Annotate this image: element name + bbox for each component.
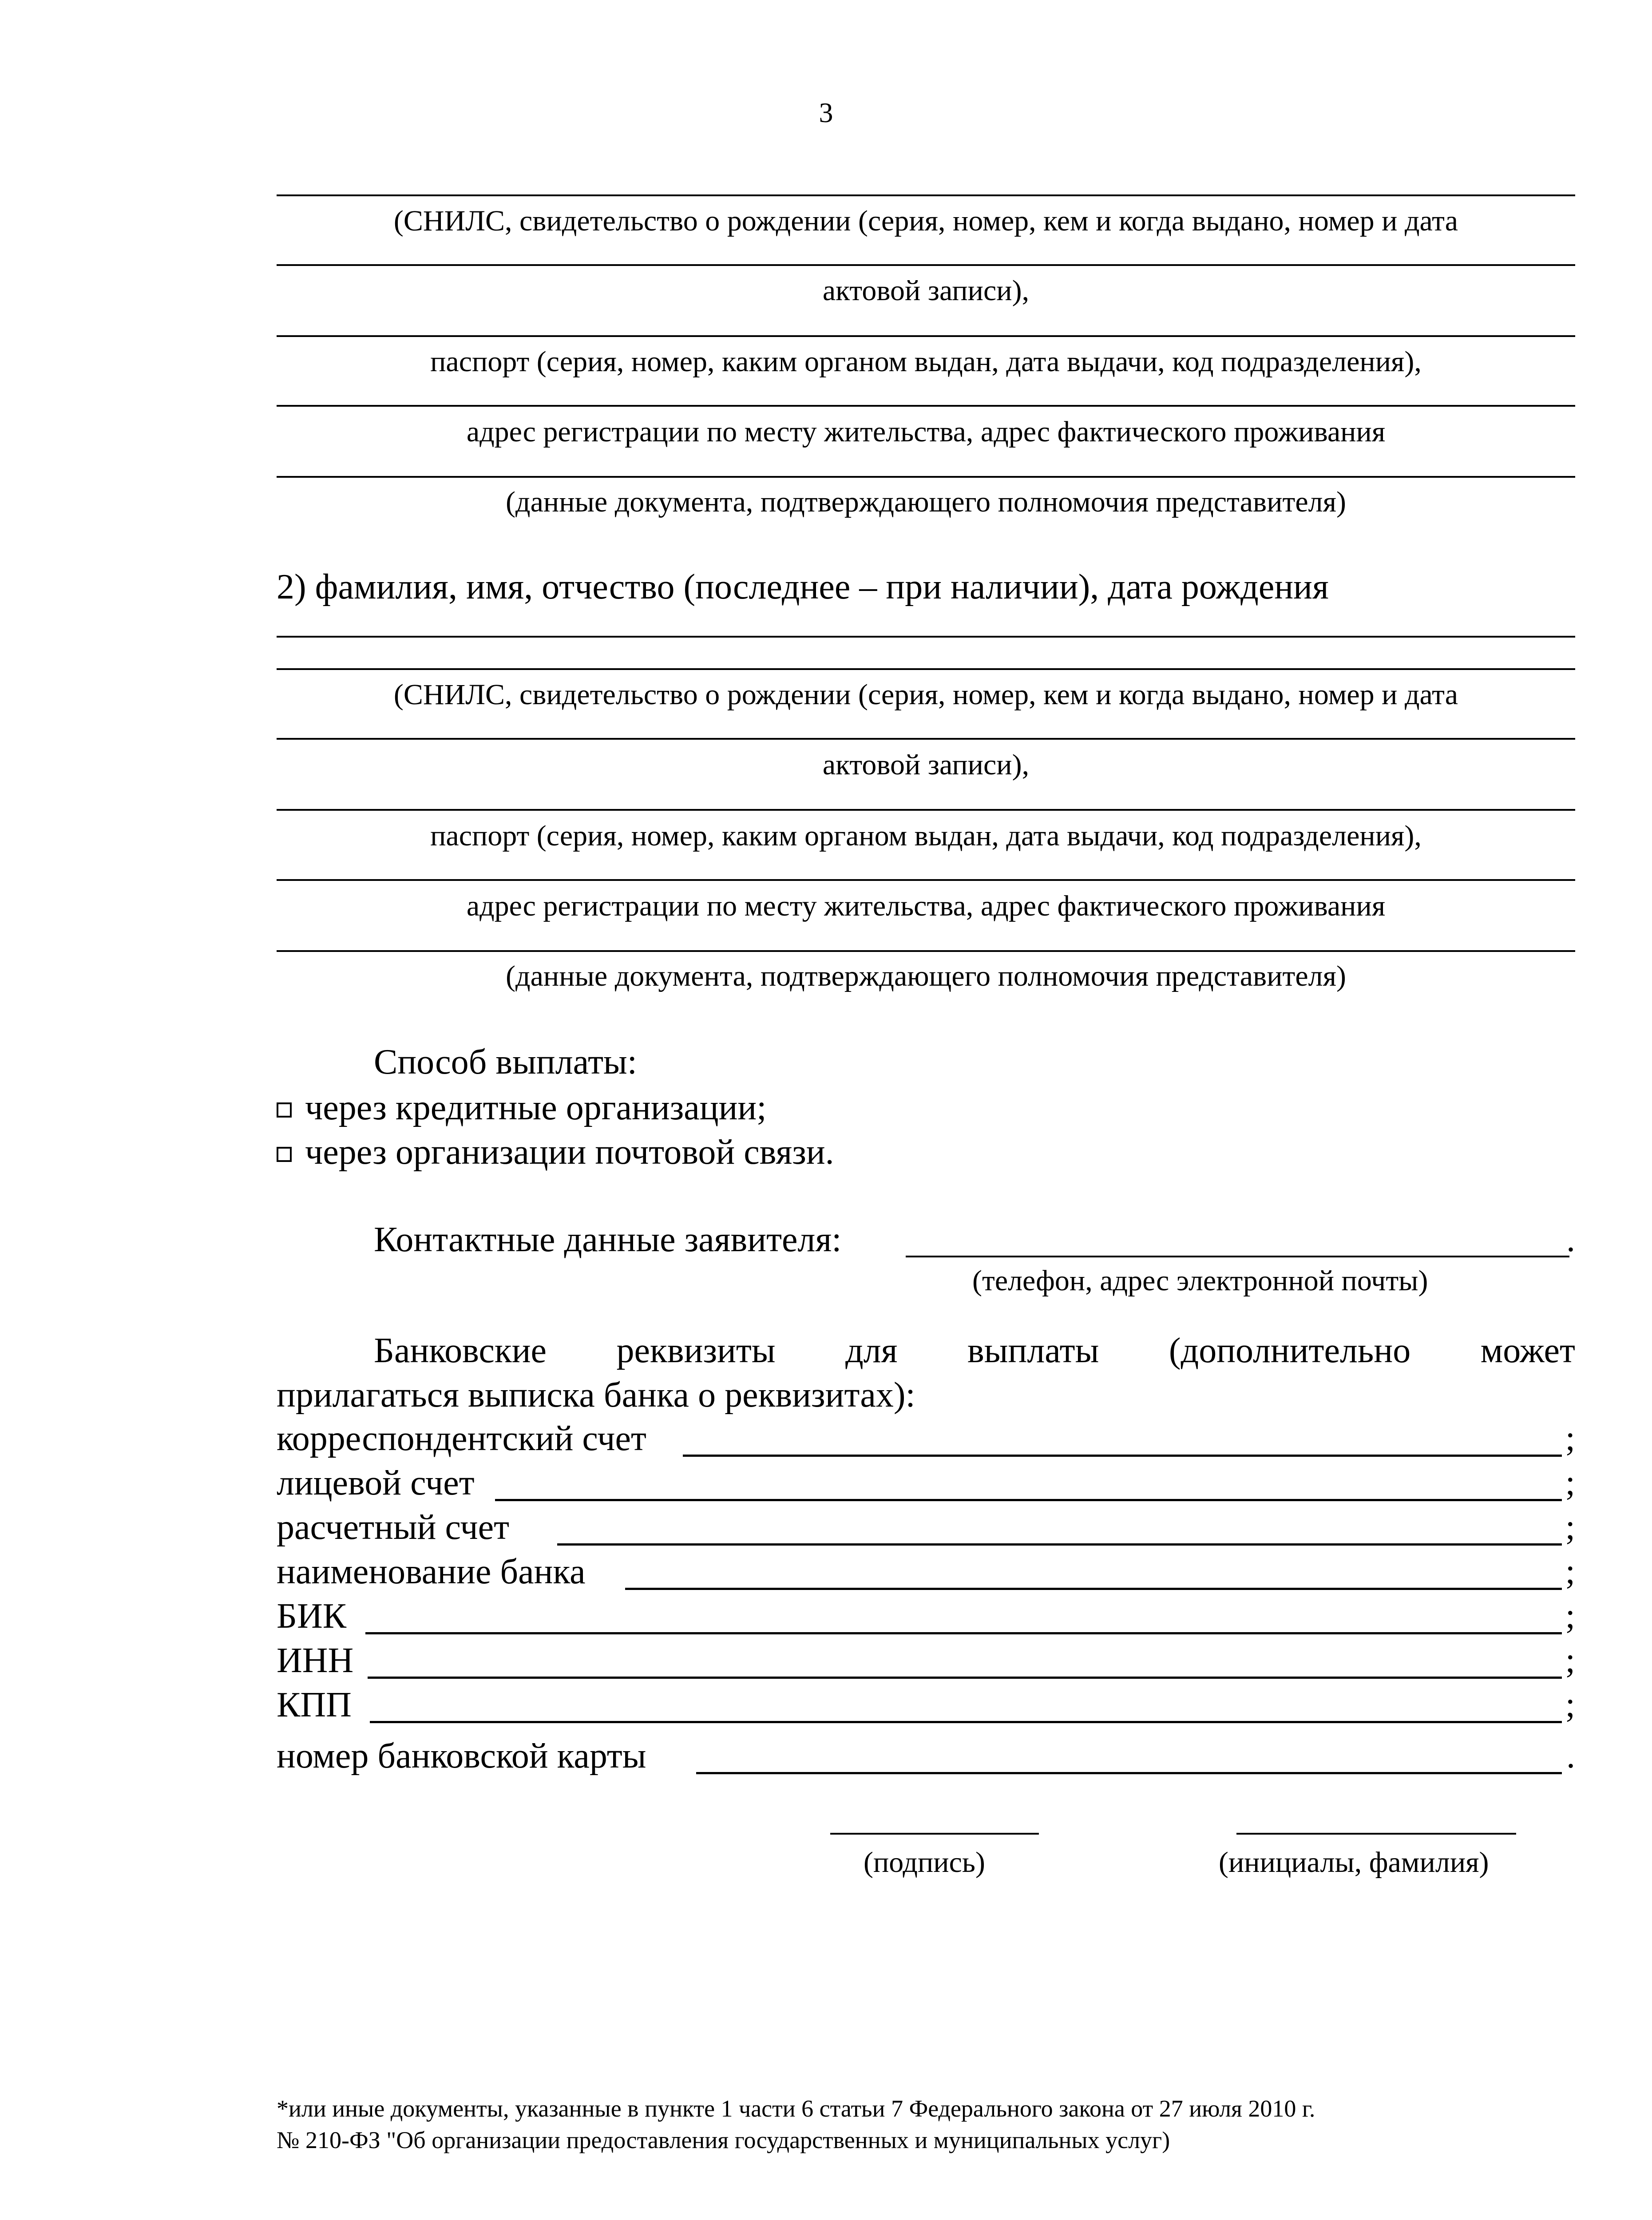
credit-organizations-checkbox[interactable]	[277, 1102, 292, 1118]
passport-field-1[interactable]	[277, 335, 1575, 337]
bank-name-label: наименование банка	[277, 1552, 586, 1591]
card-number-row	[277, 1738, 1575, 1783]
address-caption-1: адрес регистрации по месту жительства, адрес фактического проживания	[466, 416, 1386, 448]
authority-caption-1: (данные документа, подтверждающего полномочия представителя)	[506, 486, 1346, 518]
page-number: 3	[819, 97, 833, 128]
bik-row	[277, 1598, 1575, 1643]
postal-organizations-checkbox[interactable]	[277, 1147, 292, 1162]
bik-label: БИК	[277, 1597, 347, 1636]
address-caption-2: адрес регистрации по месту жительства, адрес фактического проживания	[466, 890, 1386, 922]
correspondent-account-row	[277, 1421, 1575, 1465]
signature-caption: (подпись)	[864, 1846, 985, 1879]
bank-intro-word: выплаты	[967, 1331, 1099, 1370]
inn-row	[277, 1643, 1575, 1687]
passport-caption-1: паспорт (серия, номер, каким органом выдан, дата выдачи, код подразделения),	[430, 345, 1422, 378]
row-punct: ;	[1565, 1685, 1575, 1724]
payment-option-label: через организации почтовой связи.	[305, 1133, 834, 1172]
bank-intro-line-1	[374, 1333, 1575, 1368]
payment-option-post[interactable]	[277, 1134, 834, 1170]
bank-name-row	[277, 1554, 1575, 1598]
personal-account-row	[277, 1465, 1575, 1510]
snils-caption-1: (СНИЛС, свидетельство о рождении (серия, номер, кем и когда выдано, номер и дата	[393, 205, 1458, 237]
card-number-input[interactable]	[696, 1772, 1562, 1774]
personal-account-input[interactable]	[495, 1499, 1562, 1501]
settlement-account-input[interactable]	[557, 1543, 1562, 1546]
contact-input[interactable]	[906, 1256, 1569, 1257]
authority-document-field-1[interactable]	[277, 476, 1575, 478]
footnote-line-2: № 210-ФЗ "Об организации предоставления государственных и муниципальных услуг)	[277, 2127, 1170, 2153]
snils-continuation-field-2[interactable]	[277, 738, 1575, 740]
passport-field-2[interactable]	[277, 809, 1575, 811]
kpp-row	[277, 1687, 1575, 1732]
bank-intro-word: реквизиты	[616, 1331, 776, 1370]
signature-input[interactable]	[830, 1833, 1039, 1835]
personal-account-label: лицевой счет	[277, 1463, 475, 1502]
row-punct: ;	[1565, 1552, 1575, 1591]
snils-caption-2: (СНИЛС, свидетельство о рождении (серия, номер, кем и когда выдано, номер и дата	[393, 678, 1458, 711]
bank-intro-word: Банковские	[374, 1331, 547, 1370]
snils-field-1[interactable]	[277, 194, 1575, 196]
contact-caption: (телефон, адрес электронной почты)	[972, 1265, 1428, 1297]
settlement-account-label: расчетный счет	[277, 1508, 510, 1547]
initials-surname-caption: (инициалы, фамилия)	[1219, 1846, 1489, 1879]
bank-intro-word: для	[845, 1331, 898, 1370]
bank-intro-line-2: прилагаться выписка банка о реквизитах):	[277, 1376, 915, 1415]
person-2-name-field[interactable]	[277, 636, 1575, 638]
contact-end-punct: .	[1566, 1220, 1575, 1259]
row-punct: ;	[1565, 1419, 1575, 1458]
row-punct: ;	[1565, 1597, 1575, 1636]
bank-intro-word: (дополнительно	[1169, 1331, 1411, 1370]
authority-document-field-2[interactable]	[277, 950, 1575, 952]
row-punct: ;	[1565, 1508, 1575, 1547]
act-record-caption-1: актовой записи),	[822, 274, 1030, 307]
inn-label: ИНН	[277, 1641, 354, 1680]
contact-label: Контактные данные заявителя:	[374, 1220, 842, 1259]
bank-intro-word: может	[1480, 1331, 1575, 1370]
correspondent-account-label: корреспондентский счет	[277, 1419, 647, 1458]
settlement-account-row	[277, 1510, 1575, 1554]
snils-continuation-field-1[interactable]	[277, 264, 1575, 266]
kpp-label: КПП	[277, 1685, 352, 1724]
bank-name-input[interactable]	[625, 1588, 1562, 1590]
footnote-line-1: *или иные документы, указанные в пункте 1 части 6 статьи 7 Федерального закона от 27 июля 2010 г.	[277, 2095, 1315, 2122]
row-punct: ;	[1565, 1641, 1575, 1680]
act-record-caption-2: актовой записи),	[822, 749, 1030, 781]
bik-input[interactable]	[365, 1632, 1562, 1634]
person-2-heading: 2) фамилия, имя, отчество (последнее – при наличии), дата рождения	[277, 567, 1329, 607]
payment-option-credit[interactable]	[277, 1090, 766, 1126]
initials-surname-input[interactable]	[1236, 1833, 1516, 1835]
inn-input[interactable]	[368, 1677, 1562, 1679]
correspondent-account-input[interactable]	[683, 1455, 1562, 1457]
address-field-1[interactable]	[277, 405, 1575, 407]
row-punct: ;	[1565, 1463, 1575, 1502]
payment-method-title: Способ выплаты:	[374, 1043, 638, 1082]
person-2-name-field-2[interactable]	[277, 668, 1575, 670]
passport-caption-2: паспорт (серия, номер, каким органом выдан, дата выдачи, код подразделения),	[430, 820, 1422, 852]
address-field-2[interactable]	[277, 879, 1575, 881]
card-number-label: номер банковской карты	[277, 1736, 646, 1776]
row-punct: .	[1566, 1736, 1575, 1776]
kpp-input[interactable]	[370, 1721, 1562, 1723]
authority-caption-2: (данные документа, подтверждающего полномочия представителя)	[506, 960, 1346, 992]
payment-option-label: через кредитные организации;	[305, 1088, 767, 1127]
